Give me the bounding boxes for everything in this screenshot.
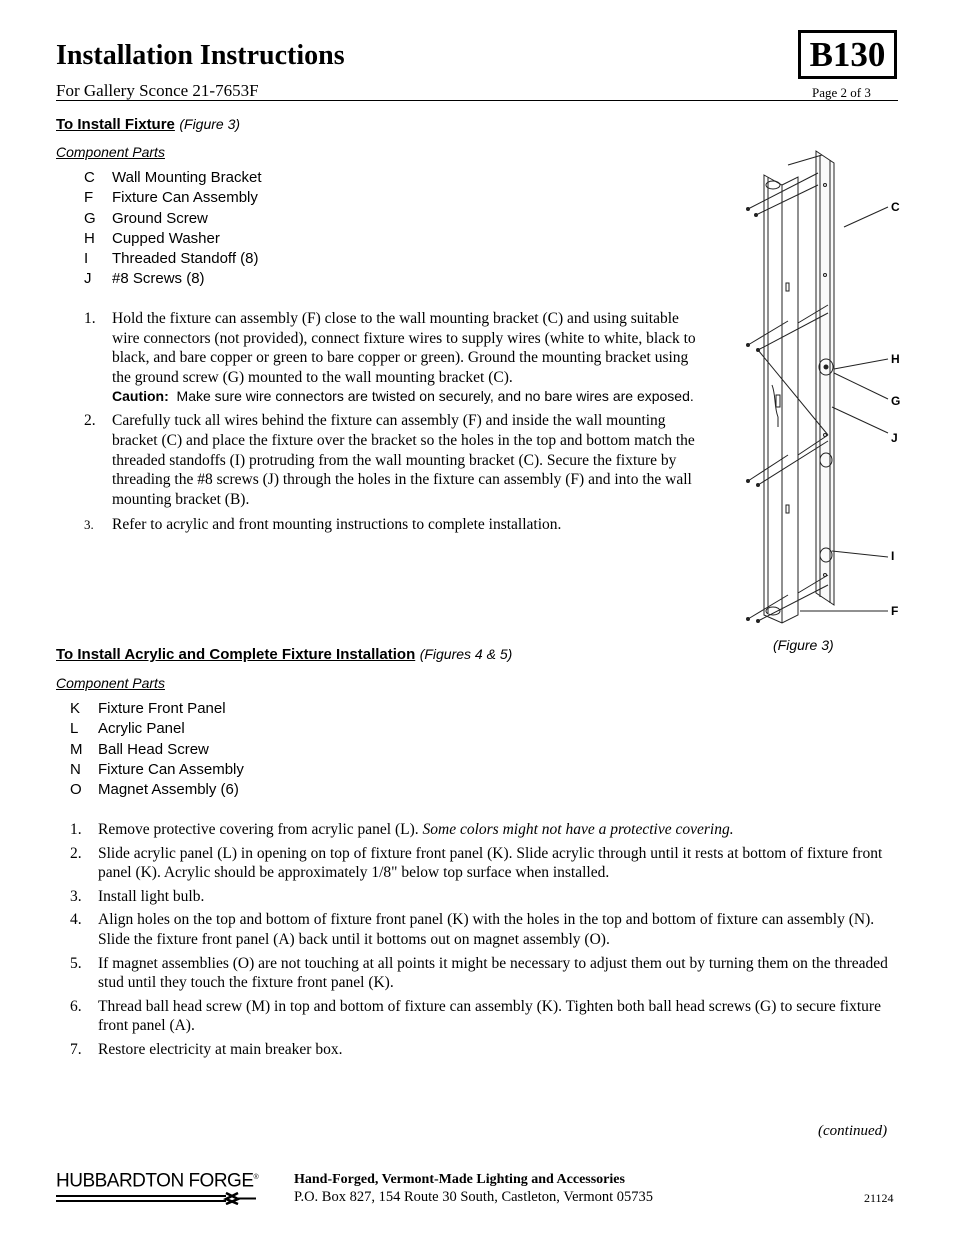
label-i: I <box>891 549 895 563</box>
step-item: 1. Remove protective covering from acrylic panel (L). Some colors might not have a protective covering. <box>70 821 734 838</box>
step-item: 1. Hold the fixture can assembly (F) close to the wall mounting bracket (C) and using suitable wire connectors (not provided), connect fixture wires to supply wires (white to white, black to black, and bare copper or green to bare copper or green). Ground the mounting bracket using the ground screw (G) mounted to the wall mounting bracket (C). Caution: Make sure wire connectors are twisted on securely, and no bare wires are exposed. <box>84 309 700 405</box>
step-item: 3. Install light bulb. <box>70 887 205 905</box>
list-item: N Fixture Can Assembly <box>70 760 244 778</box>
hubbardton-forge-logo: HUBBARDTON FORGE® <box>56 1168 258 1210</box>
section-acrylic-heading: To Install Acrylic and Complete Fixture Installation (Figures 4 & 5) <box>56 646 513 663</box>
continued-note: (continued) <box>818 1123 888 1139</box>
page-title: Installation Instructions <box>56 40 345 71</box>
header-rule <box>56 100 898 101</box>
list-item: O Magnet Assembly (6) <box>70 781 239 799</box>
list-item: C Wall Mounting Bracket <box>84 169 262 186</box>
model-code-box: B130 <box>798 30 897 79</box>
page-number: Page 2 of 3 <box>812 85 871 100</box>
step-item: 6. Thread ball head screw (M) in top and bottom of fixture can assembly (K). Tighten both ball head screws (G) to secure fixture front panel (A). <box>70 997 881 1035</box>
install-fixture-steps <box>84 309 700 541</box>
acrylic-install-steps <box>70 820 900 1064</box>
fixture-can <box>764 175 798 623</box>
list-item: M Ball Head Screw <box>70 740 209 758</box>
component-parts-list <box>70 699 244 800</box>
section-install-fixture-heading: To Install Fixture (Figure 3) <box>56 116 241 133</box>
label-h: H <box>891 352 900 366</box>
step-item: 2. Slide acrylic panel (L) in opening on top of fixture front panel (K). Slide acrylic through until it rests at bottom of fixture front panel (K). Acrylic should be approximately 1/8" below top surface when installed. <box>70 844 883 882</box>
figure-caption: (Figure 3) <box>773 637 834 653</box>
document-number: 21124 <box>864 1191 894 1205</box>
logo-underline-mark <box>56 1191 258 1205</box>
subtitle: For Gallery Sconce 21-7653F <box>56 81 259 100</box>
list-item: H Cupped Washer <box>84 229 220 247</box>
list-item: I Threaded Standoff (8) <box>84 250 259 268</box>
label-f: F <box>891 604 899 618</box>
step-item: 3. Refer to acrylic and front mounting instructions to complete installation. <box>84 516 562 534</box>
list-item: K Fixture Front Panel <box>70 700 226 717</box>
figure-3-diagram <box>728 145 918 635</box>
footer-tagline: Hand-Forged, Vermont-Made Lighting and Accessories <box>294 1172 625 1187</box>
component-parts-heading: Component Parts <box>56 675 165 691</box>
step-item: 7. Restore electricity at main breaker box. <box>70 1040 343 1058</box>
step-item: 4. Align holes on the top and bottom of fixture front panel (K) with the holes in the top and bottom of fixture can assembly (N). Slide the fixture front panel (A) back until it bottoms out on magnet assembly (O). <box>70 911 875 948</box>
label-c: C <box>891 200 900 214</box>
caution-note: Caution: Make sure wire connectors are twisted on securely, and no bare wires are exposed. <box>112 388 694 405</box>
step-item: 5. If magnet assemblies (O) are not touching at all points it might be necessary to adjust them out by turning them on the threaded stud until they touch the fixture front panel (K). <box>70 954 888 992</box>
component-parts-list <box>84 168 262 290</box>
step-item: 2. Carefully tuck all wires behind the fixture can assembly (F) and inside the wall mounting bracket (C) and place the fixture over the bracket so the holes in the top and bottom match the threaded standoffs (I) protruding from the wall mounting bracket (C). Secure the fixture by threading the #8 screws (J) through the holes in the fixture can assembly (F) and into the wall mounting bracket (B). <box>84 412 695 508</box>
label-g: G <box>891 394 901 408</box>
list-item: G Ground Screw <box>84 209 208 227</box>
figure-reference: (Figures 4 & 5) <box>419 646 513 662</box>
list-item: F Fixture Can Assembly <box>84 189 258 207</box>
figure-reference: (Figure 3) <box>179 116 241 132</box>
list-item: J #8 Screws (8) <box>84 270 205 288</box>
footer-address: P.O. Box 827, 154 Route 30 South, Castleton, Vermont 05735 <box>294 1189 654 1205</box>
label-j: J <box>891 431 898 445</box>
bracket-back-panel <box>816 151 834 605</box>
list-item: L Acrylic Panel <box>70 720 185 738</box>
component-parts-heading: Component Parts <box>56 144 165 160</box>
